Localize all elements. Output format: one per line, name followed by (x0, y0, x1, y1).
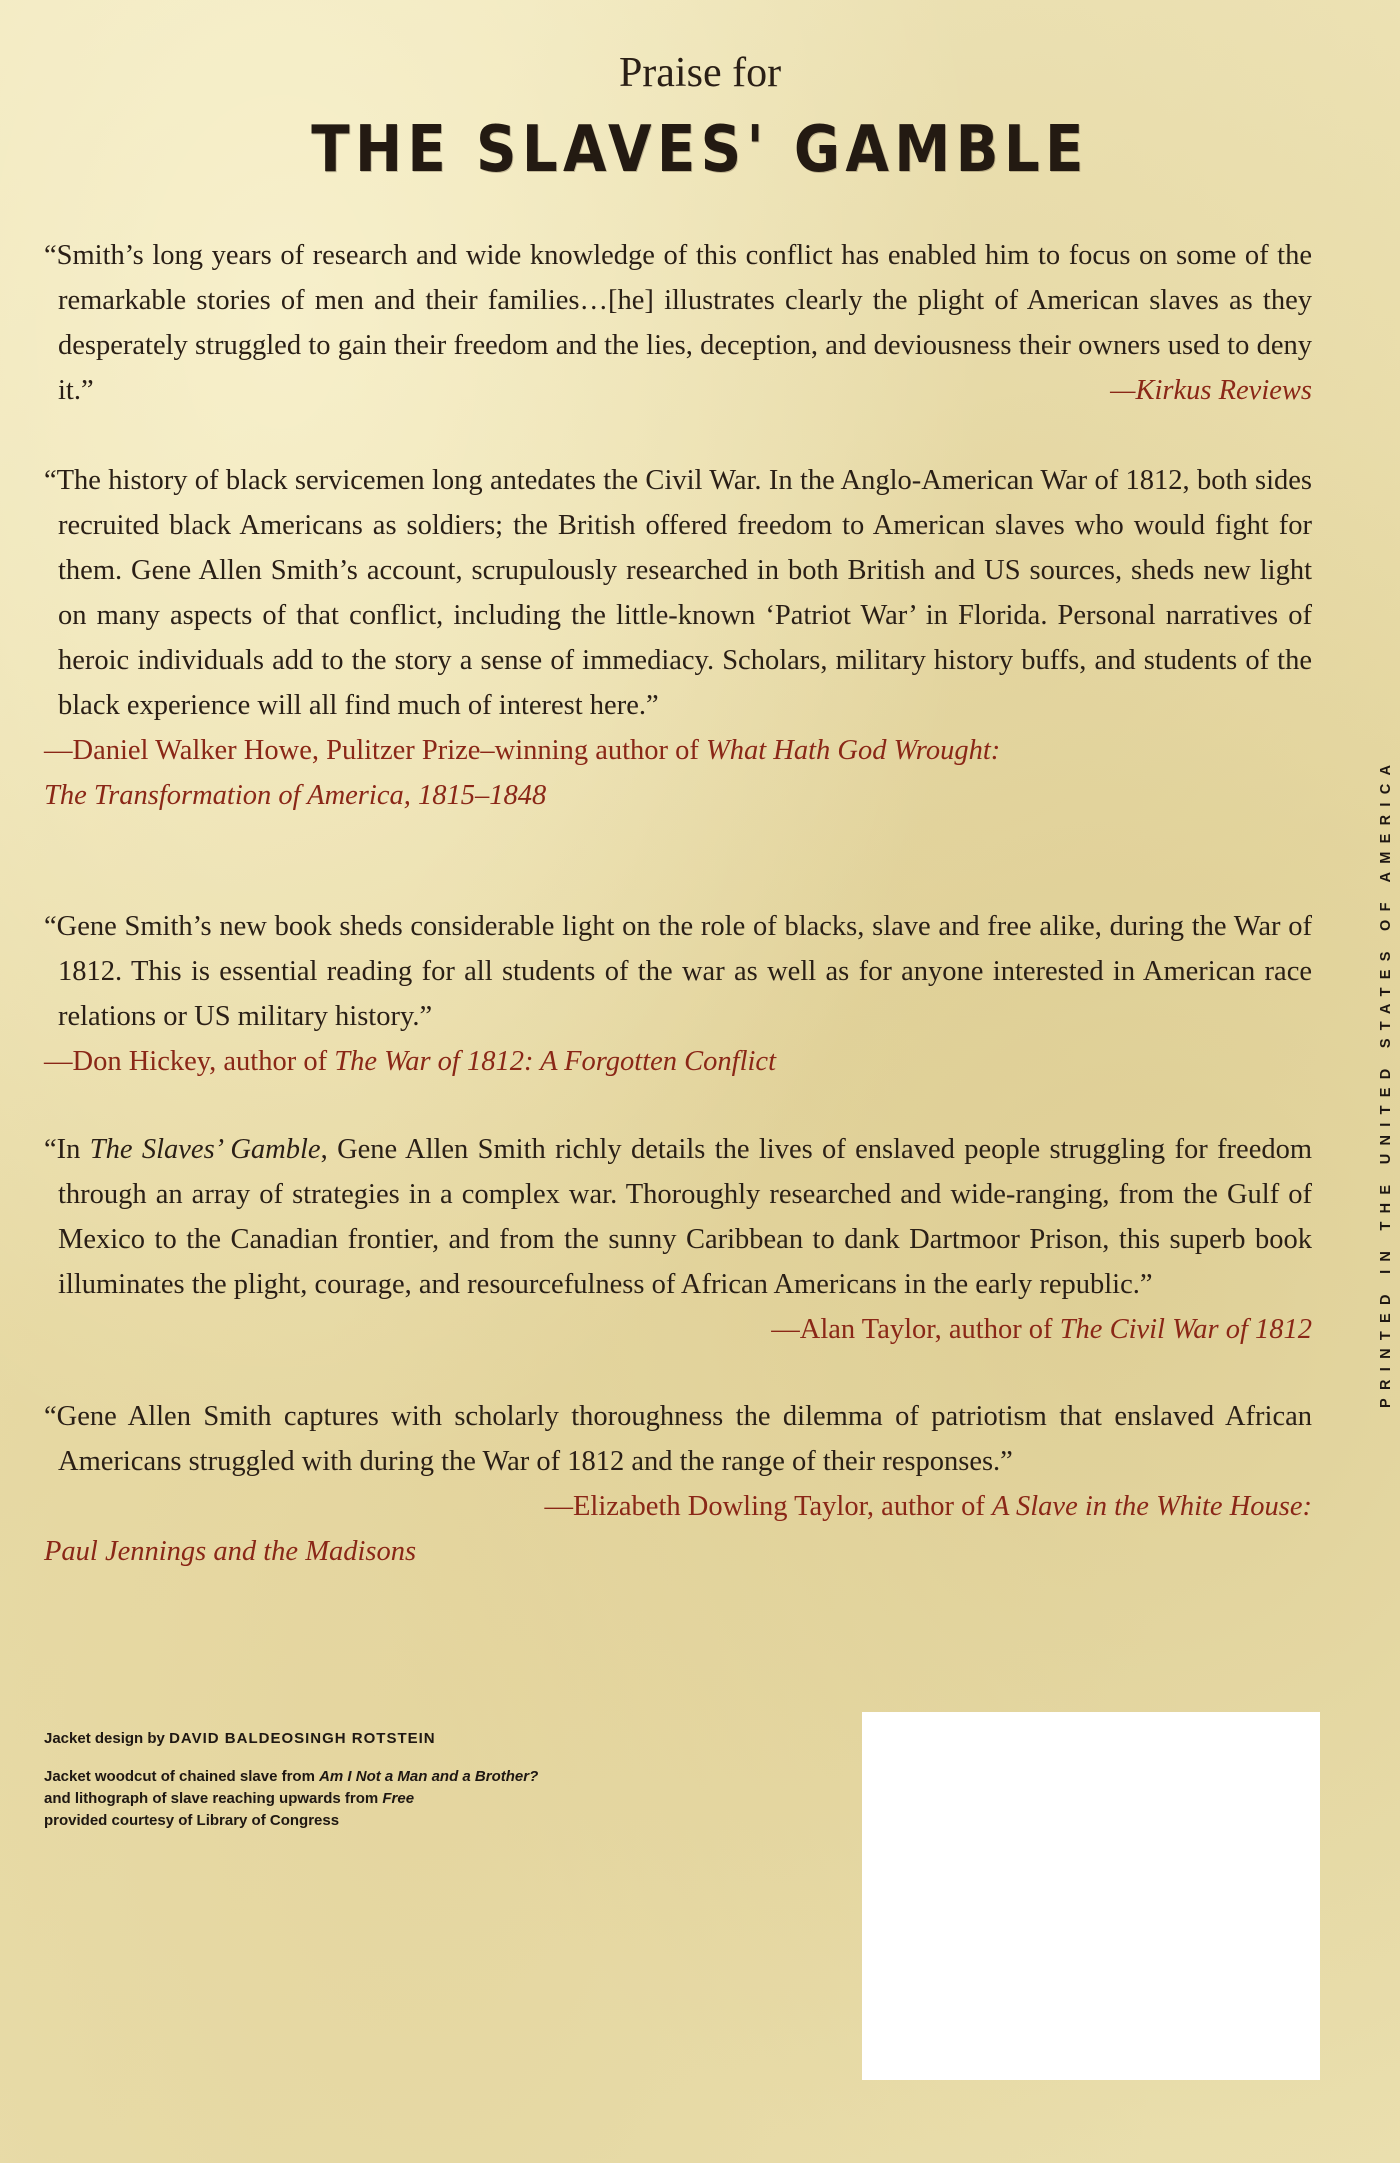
review-quote: “Gene Smith’s new book sheds considerable light on the role of blacks, slave and free alike, during the War of 1812. This is essential reading for all students of the war as well as for anyone interested in American race relations or US military history.” (44, 911, 1312, 1032)
review-attribution-work: The Transformation of America, 1815–1848 (44, 780, 547, 811)
review-quote: “Smith’s long years of research and wide knowledge of this conflict has enabled him to focus on some of the remarkable stories of men and their families…[he] illustrates clearly the plight of American slaves as they desperately struggled to gain their freedom and the lies, deception, and deviousness their owners used to deny it.” —Kirkus Reviews (44, 233, 1312, 413)
review-quote: “In The Slaves’ Gamble, Gene Allen Smith richly details the lives of enslaved people struggling for freedom through an array of strategies in a complex war. Thoroughly researched and wide-ranging, from the Gulf of Mexico to the Canadian frontier, and from the sunny Caribbean to dank Dartmoor Prison, this superb book illuminates the plight, courage, and resourcefulness of African Americans in the early republic.” —Alan Taylor, author of The Civil War of 1812 (44, 1127, 1312, 1307)
design-credit: Jacket design by DAVID BALDEOSINGH ROTSTEIN (44, 1730, 436, 1747)
barcode-area (862, 1712, 1320, 2080)
review-quote: “Gene Allen Smith captures with scholarly thoroughness the dilemma of patriotism that enslaved African Americans struggled with during the War of 1812 and the range of their responses.” —Elizabeth Dowling Taylor, author of A Slave in the White House: (44, 1394, 1312, 1484)
lithograph-credit: and lithograph of slave reaching upwards from Free (44, 1790, 415, 1807)
printed-in-usa-note: PRINTED IN THE UNITED STATES OF AMERICA (1378, 756, 1394, 1408)
review-attribution: —Alan Taylor, author of The Civil War of 1812 (771, 1314, 1312, 1345)
review-howe (44, 458, 1312, 818)
review-attribution-work: Paul Jennings and the Madisons (44, 1536, 417, 1567)
review-attribution: —Daniel Walker Howe, Pulitzer Prize–winning author of What Hath God Wrought: (44, 735, 1001, 766)
review-kirkus (44, 233, 1312, 413)
header (0, 48, 1400, 188)
review-quote: “The history of black servicemen long antedates the Civil War. In the Anglo-American War of 1812, both sides recruited black Americans as soldiers; the British offered freedom to American slaves who would fight for them. Gene Allen Smith’s account, scrupulously researched in both British and US sources, sheds new light on many aspects of that conflict, including the little-known ‘Patriot War’ in Florida. Personal narratives of heroic individuals add to the story a sense of immediacy. Scholars, military history buffs, and students of the black experience will all find much of interest here.” (44, 465, 1312, 721)
review-attribution: —Don Hickey, author of The War of 1812: A Forgotten Conflict (44, 1046, 776, 1077)
review-hickey (44, 904, 1312, 1084)
review-attribution: —Elizabeth Dowling Taylor, author of A Slave in the White House: (544, 1491, 1312, 1522)
woodcut-credit: Jacket woodcut of chained slave from Am I Not a Man and a Brother? (44, 1768, 539, 1785)
jacket-credits (44, 1728, 604, 1832)
review-taylor-alan (44, 1127, 1312, 1352)
praise-for-heading: Praise for (618, 50, 782, 96)
courtesy-credit: provided courtesy of Library of Congress (44, 1812, 340, 1829)
review-attribution: —Kirkus Reviews (1110, 375, 1312, 406)
review-taylor-elizabeth (44, 1394, 1312, 1574)
book-title-reference: The Slaves’ Gamble (89, 1134, 321, 1165)
book-title: THE SLAVES' GAMBLE (311, 113, 1089, 187)
